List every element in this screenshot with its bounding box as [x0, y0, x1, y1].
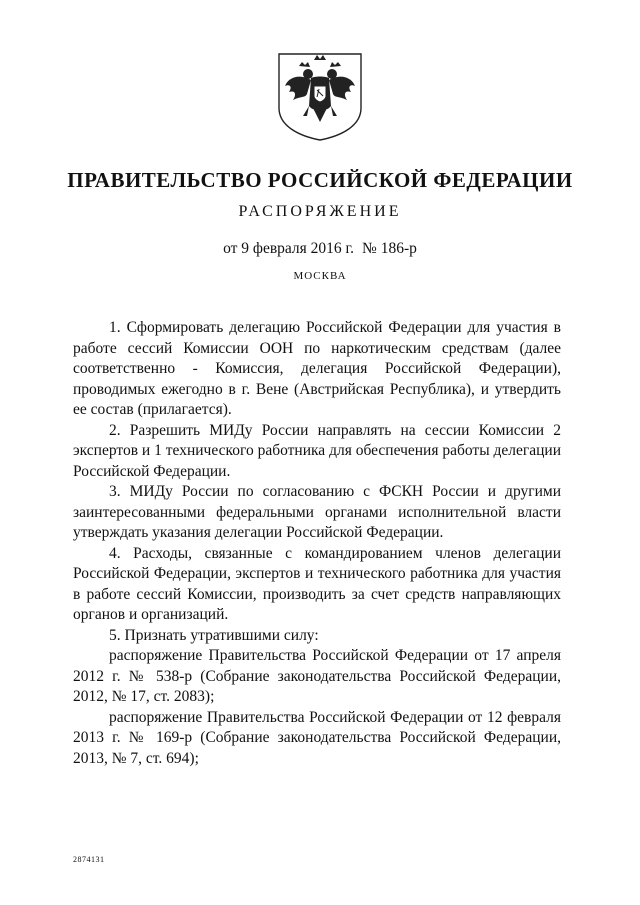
- paragraph-5: 5. Признать утратившими силу:: [109, 626, 319, 644]
- repealed-act-1: распоряжение Правительства Российской Федерации от 17 апреля 2012 г. № 538-р (Собрание законодательства Российской Федерации, 2012, № 17, ст. 2083);: [73, 647, 561, 705]
- document-date-number: [0, 240, 640, 258]
- document-number: № 186-р: [362, 240, 417, 257]
- document-code: 2874131: [73, 855, 105, 864]
- government-title: ПРАВИТЕЛЬСТВО РОССИЙСКОЙ ФЕДЕРАЦИИ: [67, 168, 573, 192]
- document-body: [73, 318, 561, 769]
- repealed-act-2: распоряжение Правительства Российской Федерации от 12 февраля 2013 г. № 169-р (Собрание законодательства Российской Федерации, 2013, № 7, ст. 694);: [73, 708, 561, 767]
- paragraph-1: 1. Сформировать делегацию Российской Федерации для участия в работе сессий Комиссии ООН по наркотическим средствам (далее соответственно - Комиссия, делегация Российской Федерации), проводимых ежегодно в г. Вене (Австрийская Республика), и утвердить ее состав (прилагается).: [73, 319, 561, 418]
- paragraph-2: 2. Разрешить МИДу России направлять на сессии Комиссии 2 экспертов и 1 технического работника для обеспечения работы делегации Российской Федерации.: [73, 421, 561, 480]
- paragraph-3: 3. МИДу России по согласованию с ФСКН России и другими заинтересованными федеральными органами исполнительной власти утверждать указания делегации Российской Федерации.: [73, 483, 561, 541]
- document-type: РАСПОРЯЖЕНИЕ: [238, 203, 402, 220]
- city-label: МОСКВА: [293, 270, 347, 282]
- coat-of-arms-emblem: [275, 50, 365, 142]
- paragraph-4: 4. Расходы, связанные с командированием членов делегации Российской Федерации, экспертов и технического работника для участия в работе сессий Комиссии, производить за счет средств направляющих органов и организаций.: [73, 544, 561, 623]
- document-date: от 9 февраля 2016 г.: [223, 240, 355, 257]
